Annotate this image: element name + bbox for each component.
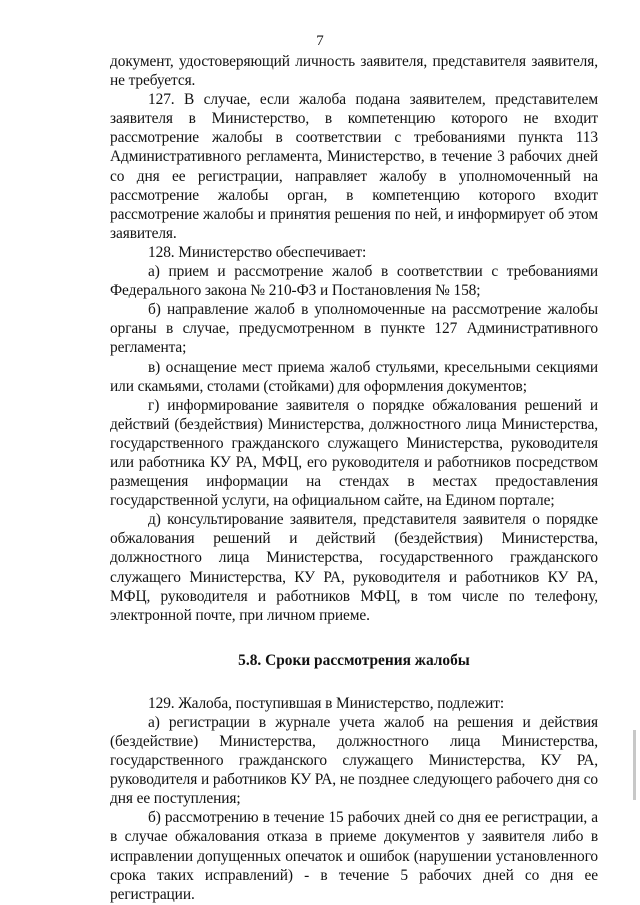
paragraph-129: 129. Жалоба, поступившая в Министерство, подлежит: (148, 694, 505, 712)
section-heading: 5.8. Сроки рассмотрения жалобы (238, 651, 470, 669)
paragraph-128-d: д) консультирование заявителя, представителя заявителя о порядке обжалования решений и действий (бездействия) Министерства, должностного лица Министерства, государственного гражданского служащего Министерства, КУ РА, руководителя и работников КУ РА, МФЦ, руководителя и работников МФЦ, в том числе по телефону, электронной почте, при личном приеме. (110, 511, 598, 624)
page-number: 7 (316, 33, 324, 49)
paragraph-129-a: а) регистрации в журнале учета жалоб на решения и действия (бездействие) Министерства, должностного лица Министерства, государственного гражданского служащего Министерства, КУ РА, руководителя и работников КУ РА, не позднее следующего рабочего дня со дня ее поступления; (110, 713, 598, 808)
document-body (110, 52, 598, 904)
paragraph-128: 128. Министерство обеспечивает: (148, 243, 367, 261)
paragraph-128-v: в) оснащение мест приема жалоб стульями, кресельными секциями или скамьями, столами (стойками) для оформления документов; (110, 358, 598, 395)
paragraph-128-a: а) прием и рассмотрение жалоб в соответствии с требованиями Федерального закона № 210-ФЗ и Постановления № 158; (110, 263, 598, 300)
paragraph-128-g: г) информирование заявителя о порядке обжалования решений и действий (бездействия) Министерства, должностного лица Министерства, государственного гражданского служащего Министерства, руководителя или работника КУ РА, МФЦ, его руководителя и работников посредством размещения информации на стендах в местах предоставления государственной услуги, на официальном сайте, на Едином портале; (110, 396, 598, 510)
paragraph-128-b: б) направление жалоб в уполномоченные на рассмотрение жалобы органы в случае, предусмотренном в пункте 127 Административного регламента; (110, 301, 598, 357)
scan-edge-mark (633, 730, 636, 800)
paragraph-127: 127. В случае, если жалоба подана заявителем, представителем заявителя в Министерство, в компетенцию которого не входит рассмотрение жалобы в соответствии с требованиями пункта 113 Административного регламента, Министерство, в течение 3 рабочих дней со дня ее регистрации, направляет жалобу в уполномоченный на рассмотрение жалобы орган, в компетенцию которого входит рассмотрение жалобы и принятия решения по ней, и информирует об этом заявителя. (110, 91, 598, 242)
paragraph-126-continuation: документ, удостоверяющий личность заявителя, представителя заявителя, не требуется. (110, 53, 598, 90)
paragraph-129-b: б) рассмотрению в течение 15 рабочих дней со дня ее регистрации, а в случае обжалования отказа в приеме документов у заявителя либо в исправлении допущенных опечаток и ошибок (нарушении установленного срока таких исправлений) - в течение 5 рабочих дней со дня ее регистрации. (110, 809, 598, 903)
